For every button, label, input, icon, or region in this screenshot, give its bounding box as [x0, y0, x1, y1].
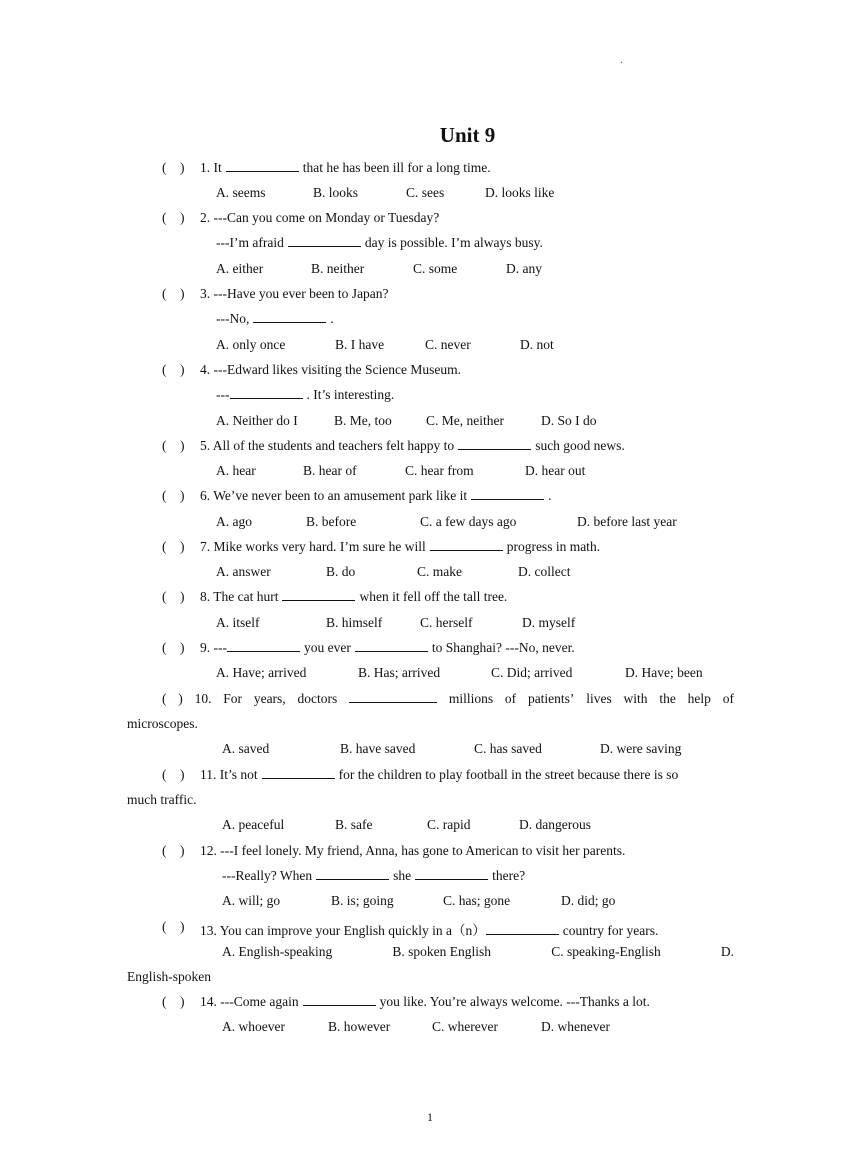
blank	[415, 868, 488, 880]
q8-text-post: when it fell off the tall tree.	[359, 589, 508, 604]
option-d: D. dangerous	[519, 817, 591, 832]
option-b: B. himself	[326, 615, 383, 630]
question-1	[200, 160, 491, 176]
answer-paren[interactable]: ( )	[162, 210, 185, 225]
q1-text-pre: 1. It	[200, 160, 222, 175]
question-4-line-2	[216, 387, 394, 403]
blank	[349, 691, 437, 703]
option-b: B. spoken English	[392, 944, 492, 959]
q7-text-post: progress in math.	[506, 539, 601, 554]
option-d: D. collect	[518, 564, 571, 579]
q10-word: patients’	[527, 691, 575, 706]
blank	[486, 923, 559, 935]
page-number: 1	[427, 1110, 433, 1124]
answer-paren[interactable]: ( )	[162, 160, 185, 175]
option-c: C. make	[417, 564, 462, 579]
q8-text-pre: 8. The cat hurt	[200, 589, 279, 604]
option-d: D. before last year	[577, 514, 677, 529]
question-10-continuation: microscopes.	[127, 716, 198, 731]
q10-word: doctors	[297, 691, 338, 706]
option-c: C. rapid	[427, 817, 471, 832]
answer-paren[interactable]: ( )	[162, 362, 185, 377]
option-b: B. do	[326, 564, 356, 579]
q3-text-pre: ---No,	[216, 311, 250, 326]
q10-word: of	[504, 691, 517, 706]
option-a: A. hear	[216, 463, 256, 478]
q13-text-post: country for years.	[562, 923, 659, 938]
option-c: C. has saved	[474, 741, 542, 756]
q4-text-pre: ---	[216, 387, 230, 402]
q11-text-post: for the children to play football in the street because there is so	[338, 767, 679, 782]
question-2-line-2	[216, 235, 543, 251]
q10-word: years,	[253, 691, 286, 706]
option-b: B. have saved	[340, 741, 416, 756]
q5-text-post: such good news.	[535, 438, 625, 453]
blank	[253, 311, 326, 323]
blank	[316, 868, 389, 880]
blank	[230, 387, 303, 399]
question-3: 3. ---Have you ever been to Japan?	[200, 286, 389, 301]
option-a: A. English-speaking	[222, 944, 333, 959]
option-d: D. whenever	[541, 1019, 610, 1034]
q10-word: 10.	[194, 691, 212, 706]
question-13	[200, 919, 658, 939]
answer-paren[interactable]: ( )	[162, 488, 185, 503]
question-11-continuation: much traffic.	[127, 792, 197, 807]
option-a: A. either	[216, 261, 264, 276]
option-c: C. speaking-English	[551, 944, 661, 959]
question-8	[200, 589, 507, 605]
blank	[355, 640, 428, 652]
blank	[471, 488, 544, 500]
answer-paren[interactable]: ( )	[162, 767, 185, 782]
question-3-line-2	[216, 311, 334, 327]
q10-word: of	[722, 691, 734, 706]
option-d: D. not	[520, 337, 554, 352]
q9-text-post: to Shanghai? ---No, never.	[431, 640, 575, 655]
option-c: C. Me, neither	[426, 413, 504, 428]
q3-text-post: .	[330, 311, 334, 326]
q5-text-pre: 5. All of the students and teachers felt happy to	[200, 438, 455, 453]
blank	[262, 767, 335, 779]
answer-paren[interactable]: ( )	[162, 994, 185, 1009]
q2-text-post: day is possible. I’m always busy.	[364, 235, 543, 250]
option-a: A. only once	[216, 337, 286, 352]
q12-text-mid: she	[393, 868, 412, 883]
option-c: C. has; gone	[443, 893, 511, 908]
option-d: D. did; go	[561, 893, 616, 908]
question-9	[200, 640, 575, 656]
question-12: 12. ---I feel lonely. My friend, Anna, has gone to American to visit her parents.	[200, 843, 626, 858]
q10-word: For	[223, 691, 243, 706]
option-d: D. were saving	[600, 741, 682, 756]
header-mark: .	[620, 52, 623, 66]
answer-paren[interactable]: ( )	[162, 286, 185, 301]
option-a: A. peaceful	[222, 817, 285, 832]
option-b: B. Has; arrived	[358, 665, 441, 680]
q9-text-pre: 9. ---	[200, 640, 227, 655]
option-b: B. looks	[313, 185, 359, 200]
option-d: D. hear out	[525, 463, 586, 478]
option-c: C. herself	[420, 615, 473, 630]
q10-word: millions	[448, 691, 494, 706]
answer-paren[interactable]: ( )	[162, 919, 185, 934]
q13-text-pre: 13. You can improve your English quickly in a（n）	[200, 923, 486, 938]
q2-text-pre: ---I’m afraid	[216, 235, 284, 250]
q9-text-mid: you ever	[304, 640, 351, 655]
option-d: D. myself	[522, 615, 576, 630]
q12-text-pre: ---Really? When	[222, 868, 313, 883]
option-c: C. wherever	[432, 1019, 498, 1034]
q12-text-post: there?	[492, 868, 526, 883]
option-d: D.	[720, 944, 734, 959]
option-d-continuation: English-spoken	[127, 969, 211, 984]
option-b: B. Me, too	[334, 413, 392, 428]
blank	[227, 640, 300, 652]
option-b: B. neither	[311, 261, 365, 276]
answer-paren[interactable]: ( )	[162, 438, 185, 453]
option-b: B. safe	[335, 817, 373, 832]
q11-text-pre: 11. It’s not	[200, 767, 258, 782]
option-c: C. hear from	[405, 463, 474, 478]
q10-word: help	[687, 691, 711, 706]
option-a: A. answer	[216, 564, 271, 579]
page-title: Unit 9	[439, 123, 496, 147]
answer-paren[interactable]: ( )	[162, 539, 185, 554]
question-7	[200, 539, 600, 555]
question-14	[200, 994, 650, 1010]
question-11	[200, 767, 678, 783]
question-10	[162, 691, 734, 707]
question-5	[200, 438, 625, 454]
option-b: B. however	[328, 1019, 391, 1034]
option-b: B. before	[306, 514, 357, 529]
option-a: A. seems	[216, 185, 266, 200]
q6-text-post: .	[548, 488, 552, 503]
q1-text-post: that he has been ill for a long time.	[302, 160, 491, 175]
q14-text-post: you like. You’re always welcome. ---Thanks a lot.	[379, 994, 650, 1009]
answer-paren[interactable]: ( )	[162, 843, 185, 858]
option-b: B. I have	[335, 337, 385, 352]
question-6	[200, 488, 551, 504]
q10-word: the	[659, 691, 676, 706]
option-c: C. a few days ago	[420, 514, 517, 529]
blank	[303, 994, 376, 1006]
blank	[458, 438, 531, 450]
option-d: D. looks like	[485, 185, 555, 200]
q6-text-pre: 6. We’ve never been to an amusement park like it	[200, 488, 468, 503]
q14-text-pre: 14. ---Come again	[200, 994, 299, 1009]
q10-paren-close[interactable]: )	[178, 691, 183, 706]
option-a: A. Neither do I	[216, 413, 298, 428]
option-a: A. Have; arrived	[216, 665, 307, 680]
q4-text-post: . It’s interesting.	[306, 387, 395, 402]
option-a: A. whoever	[222, 1019, 285, 1034]
option-b: B. is; going	[331, 893, 394, 908]
blank	[288, 235, 361, 247]
q10-word: lives	[586, 691, 612, 706]
q7-text-pre: 7. Mike works very hard. I’m sure he will	[200, 539, 426, 554]
q10-word: with	[623, 691, 648, 706]
option-a: A. itself	[216, 615, 260, 630]
answer-paren[interactable]: ( )	[162, 589, 185, 604]
option-c: C. never	[425, 337, 471, 352]
q10-paren-open[interactable]: (	[162, 691, 167, 706]
option-a: A. saved	[222, 741, 270, 756]
blank	[282, 589, 355, 601]
blank	[226, 160, 299, 172]
option-c: C. sees	[406, 185, 445, 200]
option-d: D. Have; been	[625, 665, 703, 680]
question-2: 2. ---Can you come on Monday or Tuesday?	[200, 210, 440, 225]
option-a: A. will; go	[222, 893, 281, 908]
question-4: 4. ---Edward likes visiting the Science Museum.	[200, 362, 461, 377]
option-c: C. some	[413, 261, 458, 276]
option-d: D. So I do	[541, 413, 597, 428]
option-c: C. Did; arrived	[491, 665, 573, 680]
option-a: A. ago	[216, 514, 252, 529]
question-12-line-2	[222, 868, 525, 884]
option-b: B. hear of	[303, 463, 357, 478]
blank	[430, 539, 503, 551]
answer-paren[interactable]: ( )	[162, 640, 185, 655]
option-d: D. any	[506, 261, 542, 276]
question-13-options	[222, 944, 734, 960]
